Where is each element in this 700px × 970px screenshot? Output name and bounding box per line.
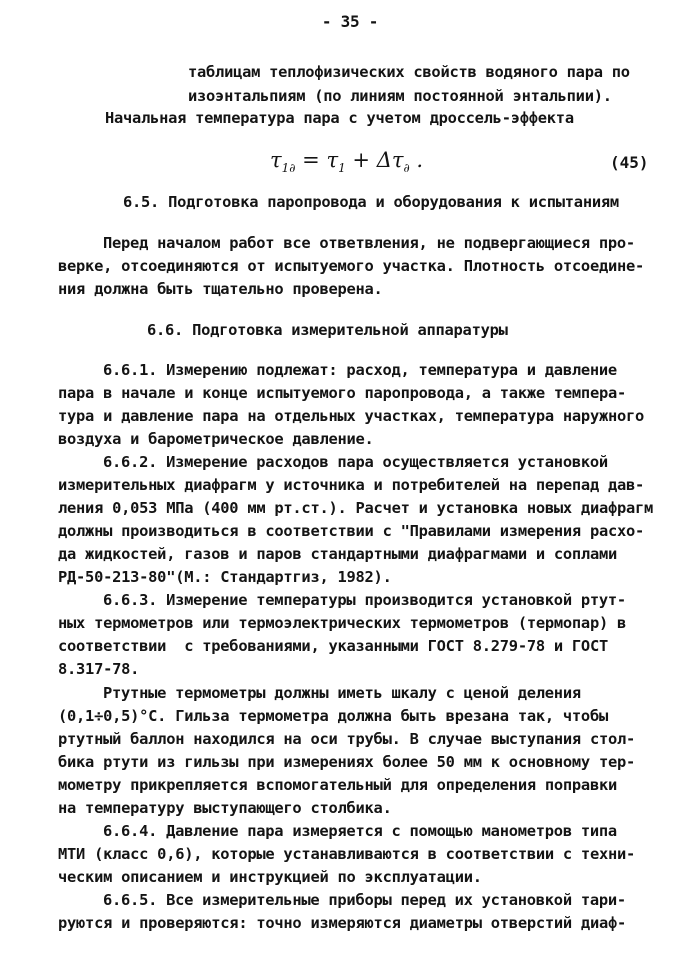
page-number: - 35 - [321, 12, 379, 31]
text-line: бика ртути из гильзы при измерениях более 50 мм к основному тер- [58, 753, 636, 771]
text-line: тура и давление пара на отдельных участках, температура наружного [58, 407, 645, 425]
text-line: 8.317-78. [58, 660, 140, 678]
formula-plus: + [352, 148, 371, 172]
formula [270, 148, 423, 175]
text-line: соответствии с требованиями, указанными ГОСТ 8.279-78 и ГОСТ [58, 637, 608, 655]
text-line: Начальная температура пара с учетом дроссель-эффекта [105, 109, 574, 127]
text-line: Перед началом работ все ответвления, не подвергающиеся про- [103, 234, 635, 252]
text-line: ных термометров или термоэлектрических термометров (термопар) в [58, 614, 627, 632]
text-line: 6.6.1. Измерению подлежат: расход, температура и давление [103, 361, 617, 379]
text-line: 6.6.5. Все измерительные приборы перед их установкой тари- [103, 891, 626, 909]
text-line: Ртутные термометры должны иметь шкалу с ценой деления [103, 684, 581, 702]
section-heading: 6.6. Подготовка измерительной аппаратуры [147, 321, 508, 339]
text-line: 6.6.2. Измерение расходов пара осуществляется установкой [103, 453, 608, 471]
text-line: 6.6.3. Измерение температуры производится установкой ртут- [103, 591, 626, 609]
formula-term-sub: 1 [338, 161, 346, 176]
formula-delta: Δτ [376, 148, 404, 172]
text-line: должны производиться в соответствии с "Правилами измерения расхо- [58, 522, 645, 540]
section-heading: 6.5. Подготовка паропровода и оборудования к испытаниям [123, 193, 619, 211]
text-line: измерительных диафрагм у источника и потребителей на перепад дав- [58, 476, 645, 494]
text-line: мометру прикрепляется вспомогательный для определения поправки [58, 776, 617, 794]
text-line: ртутный баллон находился на оси трубы. В случае выступания стол- [58, 730, 636, 748]
text-line: МТИ (класс 0,6), которые устанавливаются в соответствии с техни- [58, 845, 636, 863]
formula-delta-sub: ∂ [403, 161, 410, 176]
text-line: да жидкостей, газов и паров стандартными диафрагмами и соплами [58, 545, 617, 563]
formula-lhs-sub: 1∂ [281, 161, 296, 176]
text-line: воздуха и барометрическое давление. [58, 430, 374, 448]
text-line: таблицам теплофизических свойств водяного пара по [188, 63, 630, 81]
text-line: РД-50-213-80"(М.: Стандартгиз, 1982). [58, 568, 392, 586]
text-line: ления 0,053 МПа (400 мм рт.ст.). Расчет и установка новых диафрагм [58, 499, 654, 517]
formula-lhs: τ [270, 148, 282, 172]
text-line: ния должна быть тщательно проверена. [58, 280, 383, 298]
text-line: пара в начале и конце испытуемого паропровода, а также темпера- [58, 384, 627, 402]
text-line: верке, отсоединяются от испытуемого участка. Плотность отсоедине- [58, 257, 645, 275]
text-line: ческим описанием и инструкцией по эксплуатации. [58, 868, 482, 886]
formula-term: τ [326, 148, 339, 172]
text-line: (0,1÷0,5)°С. Гильза термометра должна быть врезана так, чтобы [58, 707, 608, 725]
equation-number: (45) [610, 153, 649, 172]
formula-period: . [416, 148, 424, 172]
text-line: изоэнтальпиям (по линиям постоянной энтальпии). [188, 87, 612, 105]
text-line: 6.6.4. Давление пара измеряется с помощью манометров типа [103, 822, 617, 840]
text-line: руются и проверяются: точно измеряются диаметры отверстий диаф- [58, 914, 627, 932]
text-line: на температуру выступающего столбика. [58, 799, 392, 817]
formula-equals: = [302, 148, 320, 172]
